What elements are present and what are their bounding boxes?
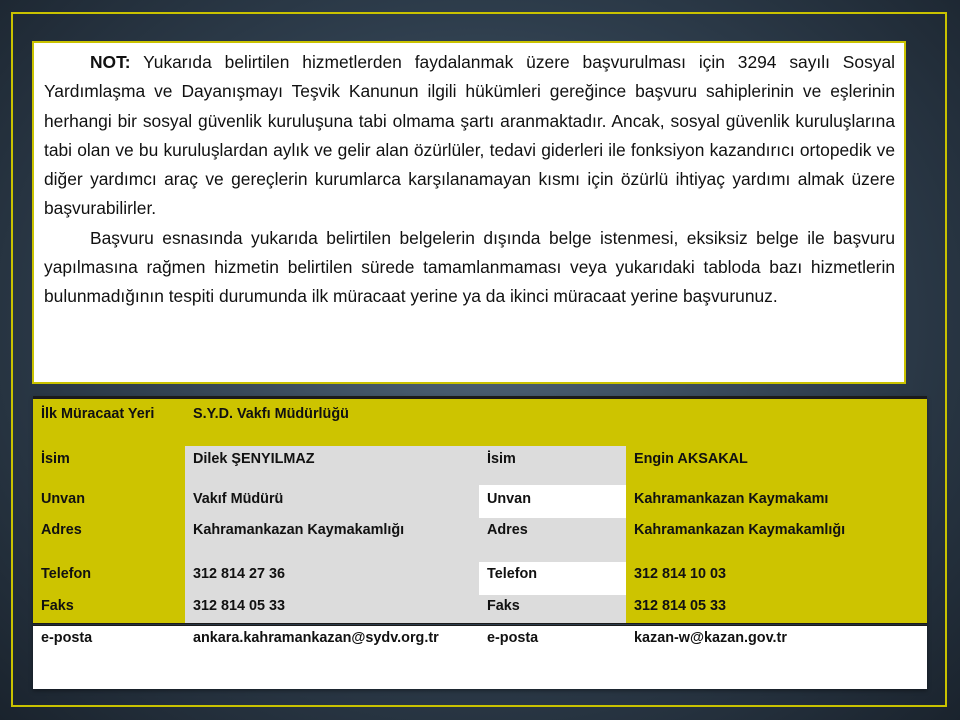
note-paragraph-1 (44, 48, 895, 224)
row-label: e-posta (33, 625, 185, 689)
row-value: Kahramankazan Kaymakamlığı (626, 518, 927, 562)
row-label: İsim (479, 446, 626, 485)
table-row (33, 562, 927, 595)
table-row (33, 485, 927, 518)
row-label: Unvan (33, 485, 185, 518)
row-label: Adres (33, 518, 185, 562)
row-label: İsim (33, 446, 185, 485)
table-row (33, 595, 927, 625)
row-label: e-posta (479, 625, 626, 689)
row-value: Kahramankazan Kaymakamı (626, 485, 927, 518)
header-value: S.Y.D. Vakfı Müdürlüğü (185, 398, 927, 446)
contact-table (33, 396, 927, 689)
email-value: ankara.kahramankazan@sydv.org.tr (185, 625, 479, 689)
row-value: Dilek ŞENYILMAZ (185, 446, 479, 485)
table-row (33, 446, 927, 485)
note-prefix: NOT: (90, 52, 131, 72)
row-value: 312 814 05 33 (185, 595, 479, 625)
row-label: Faks (33, 595, 185, 625)
email-value: kazan-w@kazan.gov.tr (626, 625, 927, 689)
row-label: Faks (479, 595, 626, 625)
table-row (33, 518, 927, 562)
row-value: Engin AKSAKAL (626, 446, 927, 485)
note-paragraph-1-text: Yukarıda belirtilen hizmetlerden faydalanmak üzere başvurulması için 3294 sayılı Sosyal Yardımlaşma ve Dayanışmayı Teşvik Kanunun ilgili hükümleri gereğince başvuru sahiplerinin ve eşlerinin herhangi bir sosyal güvenlik kuruluşuna tabi olmama şartı aranmaktadır. Ancak, sosyal güvenlik kuruluşlarına tabi olan ve bu kuruluşlardan aylık ve gelir alan özürlüler, tedavi giderleri ile fonksiyon kazandırıcı ortopedik ve diğer yardımcı araç ve gereçlerin kurumlarca karşılanamayan kısmı için özürlü ihtiyaç yardımı almak üzere başvurabilirler. (44, 52, 895, 219)
row-value: Vakıf Müdürü (185, 485, 479, 518)
row-label: Unvan (479, 485, 626, 518)
row-value: 312 814 05 33 (626, 595, 927, 625)
row-label: Telefon (479, 562, 626, 595)
header-label: İlk Müracaat Yeri (33, 398, 185, 446)
row-value: 312 814 10 03 (626, 562, 927, 595)
table-row (33, 625, 927, 689)
row-value: 312 814 27 36 (185, 562, 479, 595)
row-label: Adres (479, 518, 626, 562)
note-paragraph-2: Başvuru esnasında yukarıda belirtilen belgelerin dışında belge istenmesi, eksiksiz belge ile başvuru yapılmasına rağmen hizmetin belirtilen sürede tamamlanmaması veya yukarıdaki tabloda bazı hizmetlerin bulunmadığının tespiti durumunda ilk müracaat yerine ya da ikinci müracaat yerine başvurunuz. (44, 227, 895, 307)
row-value: Kahramankazan Kaymakamlığı (185, 518, 479, 562)
row-label: Telefon (33, 562, 185, 595)
table-header-row (33, 398, 927, 446)
note-box (32, 41, 906, 384)
